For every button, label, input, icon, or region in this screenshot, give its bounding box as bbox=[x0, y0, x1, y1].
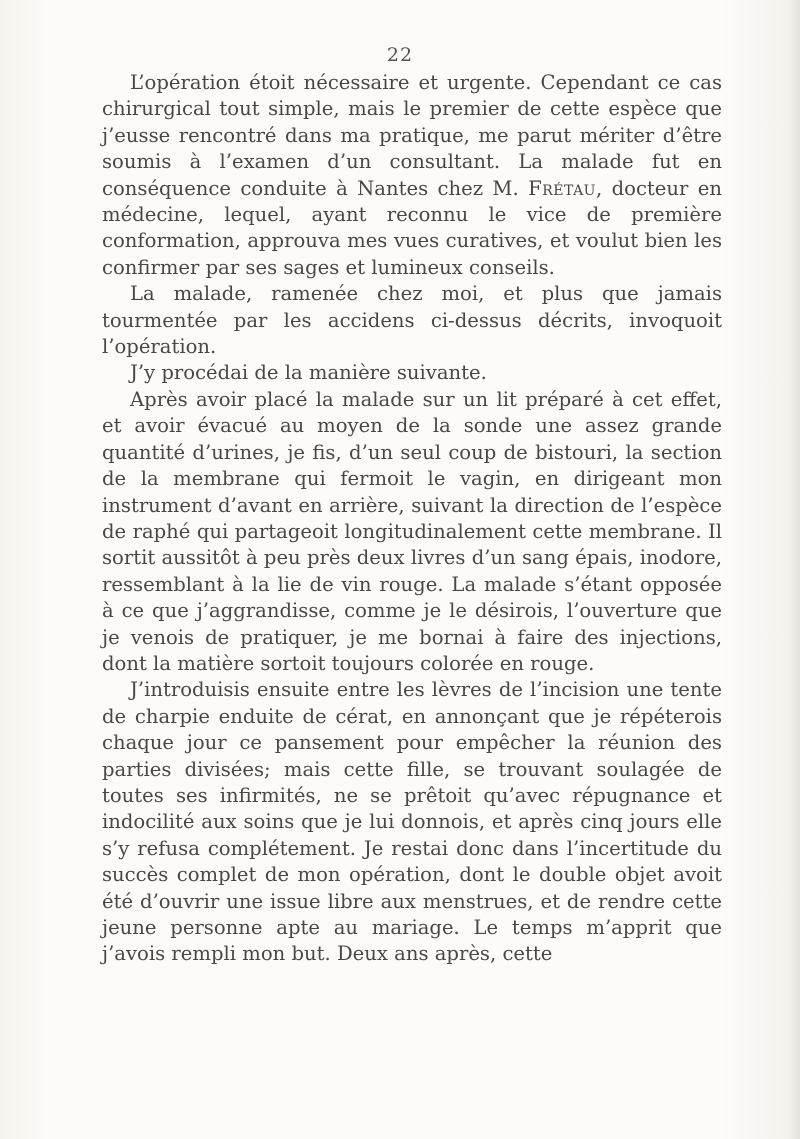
page-edge-shadow bbox=[786, 0, 800, 1139]
paragraph-3: J’y procédai de la manière suivante. bbox=[130, 361, 487, 385]
page-number: 22 bbox=[386, 44, 414, 66]
paragraph-4: Après avoir placé la malade sur un lit préparé à cet effet, et avoir évacué au moyen de la sonde une assez grande quantité d’urines, je fis, d’un seul coup de bistouri, la section de la membrane qui fermoit le vagin, en dirigeant mon instrument d’avant en arrière, suivant la direction de l’espèce de raphé qui partageoit longitudinalement cette membrane. Il sortit aussitôt à peu près deux livres d’un sang épais, inodore, ressemblant à la lie de vin rouge. La malade s’étant opposée à ce que j’aggrandisse, comme je le désirois, l’ouverture que je venois de pratiquer, je me bornai à faire des injections, dont la matière sortoit toujours colorée en rouge. bbox=[102, 387, 722, 675]
paragraph-1 bbox=[102, 70, 722, 281]
person-name-fretau: Frétau bbox=[528, 176, 596, 200]
paragraph-1-text-start: L’opération étoit nécessaire et urgente. Cependant ce cas chirurgical tout simple, mais le premier de cette espèce que j’eusse rencontré dans ma pratique, me parut mériter d’être soumis à l’examen d’un consultant. La malade fut en conséquence conduite à Nantes chez M. bbox=[102, 71, 722, 200]
paragraph-5: J’introduisis ensuite entre les lèvres de l’incision une tente de charpie enduite de cérat, en annonçant que je répéterois chaque jour ce pansement pour empêcher la réunion des parties divisées; mais cette fille, se trouvant soulagée de toutes ses infirmités, ne se prêtoit qu’avec répugnance et indocilité aux soins que je lui donnois, et après cinq jours elle s’y refusa complétement. Je restai donc dans l’incertitude du succès complet de mon opération, dont le double objet avoit été d’ouvrir une issue libre aux menstrues, et de rendre cette jeune personne apte au mariage. Le temps m’apprit que j’avois rempli mon but. Deux ans après, cette bbox=[102, 678, 722, 966]
paragraph-2: La malade, ramenée chez moi, et plus que jamais tourmentée par les accidens ci-dessus décrits, invoquoit l’opération. bbox=[102, 282, 722, 359]
paragraph-1-text-end: , docteur en médecine, lequel, ayant reconnu le vice de première conformation, approuva mes vues curatives, et voulut bien les confirmer par ses sages et lumineux conseils. bbox=[102, 176, 722, 279]
body-text bbox=[102, 70, 722, 968]
